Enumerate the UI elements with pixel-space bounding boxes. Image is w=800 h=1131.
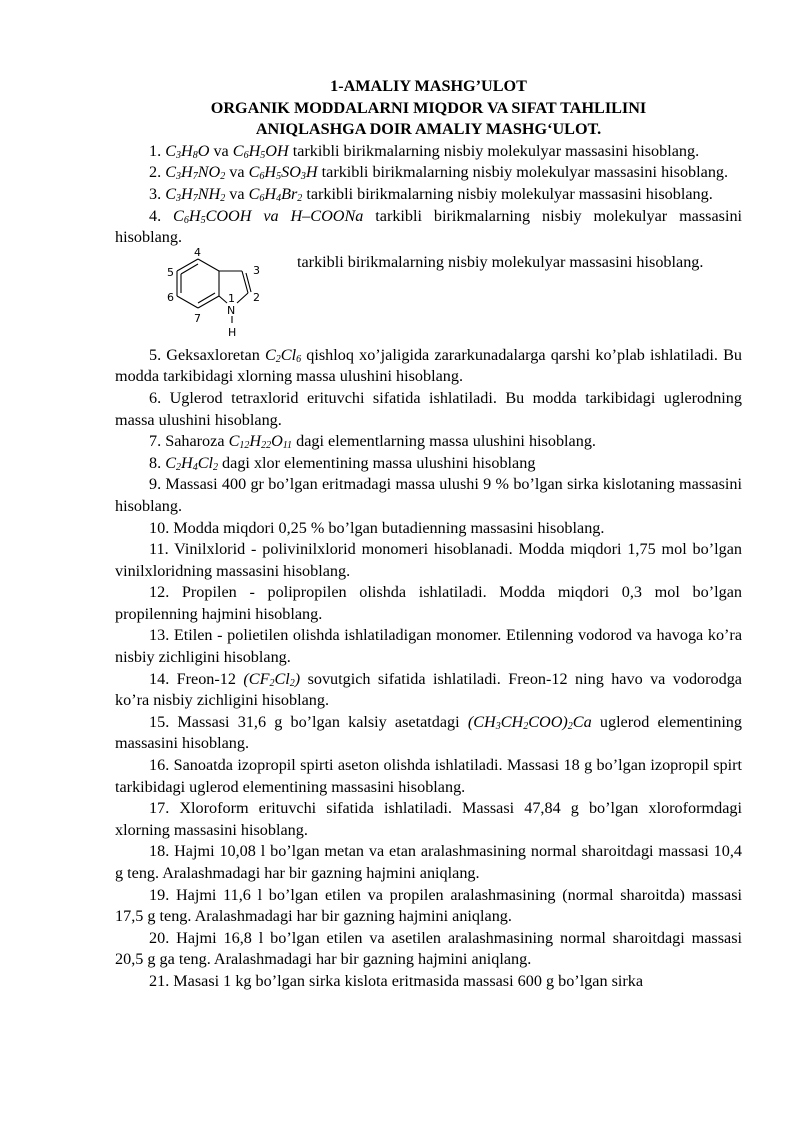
indole-svg (158, 247, 278, 339)
question-17: 17. Xloroform erituvchi sifatida ishlatiladi. Massasi 47,84 g bo’lgan xloroformdagi xlorning massasini hisoblang. (115, 799, 742, 839)
formula: $C_3H_8O$ (165, 141, 210, 161)
question-11: 11. Vinilxlorid - polivinilxlorid monomeri hisoblanadi. Modda miqdori 1,75 mol bo’lgan vinilxloridning massasini hisoblang. (115, 540, 742, 580)
question-13: 13. Etilen - polietilen olishda ishlatiladigan monomer. Etilenning vodorod va havoga ko’ra nisbiy zichligini hisoblang. (115, 626, 742, 667)
question-19: 19. Hajmi 11,6 l bo’lgan etilen va propilen aralashmasining (normal sharoitda) massasi 17,5 g teng. Aralashmadagi har bir gazning hajmini aniqlang. (115, 885, 742, 926)
formula: $C_6H_4Br_2$ (248, 184, 303, 204)
question-9: 9. Massasi 400 gr bo’lgan eritmadagi massa ulushi 9 % bo’lgan sirka kislotaning massasini hisoblang. (115, 475, 742, 515)
question-7: 7. Saharoza $C_{12}H_{22}O_{11}$ dagi elementlarning massa ulushini hisoblang. (149, 432, 596, 452)
question-15: 15. Massasi 31,6 g bo’lgan kalsiy asetatdagi $(CH_3CH_2COO)_2Ca$ uglerod elementining massasini hisoblang. (115, 712, 742, 753)
question-20: 20. Hajmi 16,8 l bo’lgan etilen va asetilen aralashmasining normal sharoitdagi massasi 20,5 g ga teng. Aralashmadagi har bir gazning hajmini aniqlang. (115, 928, 742, 969)
ring-label: 5 (167, 265, 174, 279)
question-3: 3. $C_3H_7NH_2$ va $C_6H_4Br_2$ tarkibli birikmalarning nisbiy molekulyar massasini hisoblang. (149, 184, 713, 204)
ring-label: 3 (253, 263, 260, 277)
ring-label: 7 (194, 311, 201, 325)
formula: $C_3H_7NO_2$ (165, 163, 226, 183)
question-18: 18. Hajmi 10,08 l bo’lgan metan va etan aralashmasining normal sharoitdagi massasi 10,4 g teng. Aralashmadagi har bir gazning hajmini aniqlang. (115, 842, 742, 882)
indole-question: tarkibli birikmalarning nisbiy molekulyar massasini hisoblang. (297, 252, 704, 271)
title-line-1: 1-AMALIY MASHG’ULOT (330, 77, 527, 95)
ring-label: 4 (194, 246, 201, 259)
formula: $(CH_3CH_2COO)_2Ca$ (467, 712, 592, 732)
title-line-3: ANIQLASHGA DOIR AMALIY MASHG‘ULOT. (255, 120, 602, 139)
question-10: 10. Modda miqdori 0,25 % bo’lgan butadienning massasini hisoblang. (149, 518, 605, 537)
question-16: 16. Sanoatda izopropil spirti aseton olishda ishlatiladi. Massasi 18 g bo’lgan izopropil spirt tarkibidagi uglerod elementining massasini hisoblang. (115, 756, 742, 796)
formula: $C_6H_5SO_3H$ (248, 163, 318, 183)
formula: $C_2Cl_6$ (264, 345, 302, 365)
indole-structure (115, 246, 297, 345)
ring-label: 6 (167, 290, 174, 304)
question-2: 2. $C_3H_7NO_2$ va $C_6H_5SO_3H$ tarkibli birikmalarning nisbiy molekulyar massasini hisoblang. (149, 163, 729, 183)
atom-h: H (228, 325, 237, 339)
formula: $(CF_2Cl_2)$ (243, 669, 301, 689)
ring-label: 2 (253, 290, 260, 304)
question-4: 4. $C_6H_5COOH$ va H–COONa tarkibli birikmalarning nisbiy molekulyar massasini hisoblang. (115, 206, 743, 247)
atom-n: N (227, 303, 236, 317)
formula: $C_3H_7NH_2$ (165, 184, 226, 204)
formula: $C_6H_5OH$ (232, 141, 289, 161)
question-14: 14. Freon-12 $(CF_2Cl_2)$ sovutgich sifatida ishlatiladi. Freon-12 ning havo va vodorodga ko’ra nisbiy zichligini hisoblang. (115, 669, 742, 710)
indole-row (115, 246, 742, 345)
formula: $C_{12}H_{22}O_{11}$ (228, 432, 293, 452)
question-21: 21. Masasi 1 kg bo’lgan sirka kislota eritmasida massasi 600 g bo’lgan sirka (149, 971, 644, 990)
title-line-2: ORGANIK MODDALARNI MIQDOR VA SIFAT TAHLILINI (210, 98, 647, 117)
question-1: 1. $C_3H_8O$ va $C_6H_5OH$ tarkibli birikmalarning nisbiy molekulyar massasini hisoblang. (149, 141, 700, 161)
question-8: 8. $C_2H_4Cl_2$ dagi xlor elementining massa ulushini hisoblang (149, 453, 536, 473)
question-5: 5. Geksaxloretan $C_2Cl_6$ qishloq xo’jaligida zararkunadalarga qarshi ko’plab ishlatiladi. Bu modda tarkibidagi xlorning massa ulushini hisoblang. (115, 345, 742, 386)
question-6: 6. Uglerod tetraxlorid erituvchi sifatida ishlatiladi. Bu modda tarkibidagi uglerodning massa ulushini hisoblang. (115, 388, 742, 429)
formula: $C_2H_4Cl_2$ (165, 453, 218, 473)
question-12: 12. Propilen - polipropilen olishda ishlatiladi. Modda miqdori 0,3 mol bo’lgan propilenning hajmini hisoblang. (115, 583, 742, 623)
formula: $C_6H_5COOH$ va H–COONa (173, 206, 364, 226)
ring-label: 1 (228, 291, 235, 305)
